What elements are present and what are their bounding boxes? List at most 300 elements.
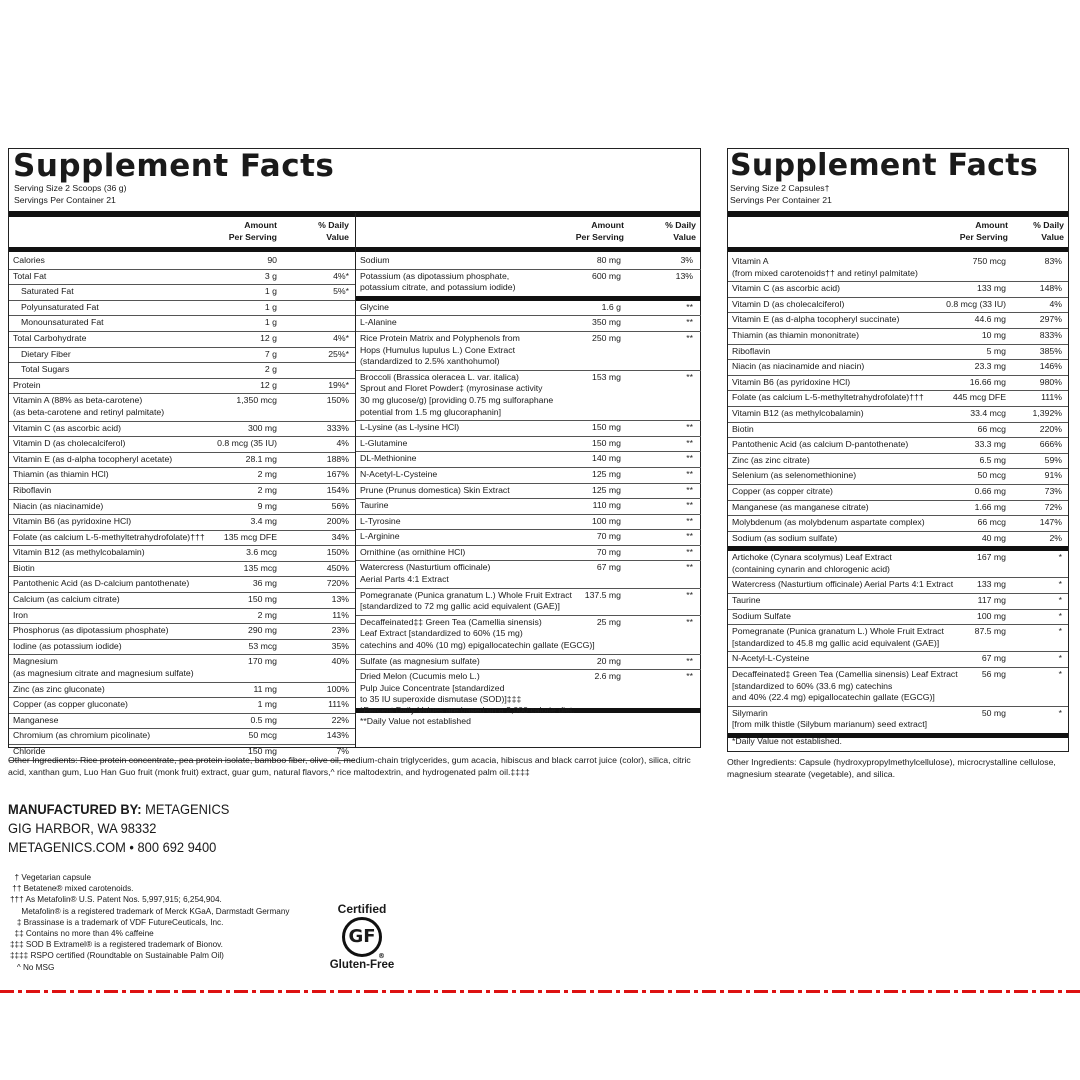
nutrient-amount: 135 mcg xyxy=(243,562,277,573)
nutrient-amount: 1 g xyxy=(264,301,277,312)
nutrient-daily-value: 22% xyxy=(331,714,349,725)
nutrient-row xyxy=(356,316,701,332)
nutrient-amount: 135 mcg DFE xyxy=(223,531,277,542)
nutrient-name: L-Glutamine xyxy=(360,437,408,448)
nutrient-row xyxy=(728,469,1068,485)
nutrient-name: Broccoli (Brassica oleracea L. var. italica) Sprout and Floret Powder‡ (myrosinase activity 30 mg glucose/g) [providing 0.75 mg sulforaphane potential from 1.5 mg glucoraphanin] xyxy=(360,371,554,417)
nutrient-name: Potassium (as dipotassium phosphate, potassium citrate, and potassium iodide) xyxy=(360,270,516,293)
nutrient-row xyxy=(728,578,1068,594)
nutrient-amount: 1 g xyxy=(264,286,277,297)
nutrient-name: Silymarin [from milk thistle (Silybum marianum) seed extract] xyxy=(732,707,928,730)
nutrient-daily-value: 833% xyxy=(1039,329,1062,340)
manufacturer-label: MANUFACTURED BY: xyxy=(8,801,142,817)
nutrient-row xyxy=(728,298,1068,314)
nutrient-name: Vitamin E (as d-alpha tocopheryl succinate) xyxy=(732,314,900,325)
nutrient-name: Thiamin (as thiamin mononitrate) xyxy=(732,329,859,340)
nutrient-amount: 50 mcg xyxy=(248,730,277,741)
footnote-line: ^ No MSG xyxy=(10,962,55,972)
nutrient-daily-value: 143% xyxy=(326,730,349,741)
nutrient-row xyxy=(9,301,355,317)
dashed-cut-line xyxy=(0,990,1080,993)
header-daily-value: % Daily Value xyxy=(318,220,349,242)
nutrient-daily-value: 167% xyxy=(326,469,349,480)
nutrient-row xyxy=(356,530,701,546)
nutrient-column-left xyxy=(9,217,355,756)
nutrient-amount: 140 mg xyxy=(592,453,621,464)
nutrient-row xyxy=(9,640,355,656)
nutrient-amount: 137.5 mg xyxy=(584,589,621,600)
nutrient-name: Total Fat xyxy=(13,270,47,281)
nutrient-amount: 133 mg xyxy=(977,579,1006,590)
nutrient-row xyxy=(356,468,701,484)
nutrient-row xyxy=(9,394,355,421)
nutrient-name: Calcium (as calcium citrate) xyxy=(13,594,120,605)
nutrient-row xyxy=(9,348,355,364)
nutrient-row xyxy=(728,345,1068,361)
nutrient-amount: 125 mg xyxy=(592,484,621,495)
nutrient-amount: 9 mg xyxy=(257,500,277,511)
nutrient-row xyxy=(356,421,701,437)
nutrient-daily-value: 220% xyxy=(1039,423,1062,434)
nutrient-name: Folate (as calcium L-5-methyltetrahydrofolate)††† xyxy=(732,392,924,403)
nutrient-daily-value: 111% xyxy=(328,699,349,710)
nutrient-name: Iron xyxy=(13,609,28,620)
nutrient-row xyxy=(728,438,1068,454)
nutrient-row xyxy=(728,423,1068,439)
nutrient-name: L-Lysine (as L-lysine HCl) xyxy=(360,422,460,433)
nutrient-row xyxy=(9,624,355,640)
nutrient-amount: 1.6 g xyxy=(601,301,621,312)
nutrient-row xyxy=(728,625,1068,652)
other-ingredients-capsules: Other Ingredients: Capsule (hydroxypropylmethylcellulose), microcrystalline cellulose, magnesium stearate (vegetable), and silica. xyxy=(727,757,1056,779)
nutrient-daily-value: ** xyxy=(686,500,693,511)
other-ingredients-powder: Other Ingredients: Rice protein concentrate, pea protein isolate, bamboo fiber, olive oil, medium-chain triglycerides, gum acacia, hibiscus and black carrot juice (color), silica, citric acid, xanthan gum, Luo Han Guo fruit (monk fruit) extract, guar gum, natural flavors,^ rice maltodextrin, and hydrogenated palm oil.‡‡‡‡ xyxy=(8,755,691,777)
nutrient-name: Iodine (as potassium iodide) xyxy=(13,640,122,651)
nutrient-name: Chloride xyxy=(13,746,46,756)
nutrient-daily-value: 150% xyxy=(326,547,349,558)
nutrient-daily-value: ** xyxy=(686,453,693,464)
nutrient-row xyxy=(9,379,355,395)
badge-certified: Certified xyxy=(337,902,387,916)
nutrient-name: Calories xyxy=(13,255,45,265)
nutrient-name: Vitamin D (as cholecalciferol) xyxy=(732,298,845,309)
footnote-line: †† Betatene® mixed carotenoids. xyxy=(10,884,134,894)
nutrient-name: Sodium (as sodium sulfate) xyxy=(732,532,838,543)
nutrient-name: N-Acetyl-L-Cysteine xyxy=(732,653,810,664)
nutrient-row xyxy=(728,532,1068,552)
nutrient-name: N-Acetyl-L-Cysteine xyxy=(360,468,438,479)
nutrient-name: Zinc (as zinc gluconate) xyxy=(13,683,105,694)
nutrient-row xyxy=(356,254,701,270)
nutrient-amount: 1 mg xyxy=(257,699,277,710)
nutrient-name: Pomegranate (Punica granatum L.) Whole Fruit Extract [standardized to 72 mg gallic acid equivalent (GAE)] xyxy=(360,589,572,612)
nutrient-row xyxy=(356,484,701,500)
nutrient-daily-value: 980% xyxy=(1039,376,1062,387)
nutrient-name: Pantothenic Acid (as calcium D-pantothenate) xyxy=(732,439,909,450)
nutrient-daily-value: * xyxy=(1058,610,1062,621)
nutrient-amount: 3.6 mcg xyxy=(246,547,277,558)
nutrient-row xyxy=(9,698,355,714)
nutrient-daily-value: 13% xyxy=(331,594,349,605)
nutrient-row xyxy=(728,313,1068,329)
nutrient-name: Pantothenic Acid (as D-calcium pantothenate) xyxy=(13,578,190,589)
nutrient-daily-value: 188% xyxy=(326,453,349,464)
nutrient-amount: 5 mg xyxy=(986,345,1006,356)
nutrient-row xyxy=(356,515,701,531)
nutrient-daily-value: 4% xyxy=(1049,298,1062,309)
nutrient-row xyxy=(728,282,1068,298)
nutrient-amount: 1 g xyxy=(264,317,277,328)
nutrient-name: Taurine xyxy=(360,500,389,511)
dv-note-not-established: **Daily Value not established xyxy=(360,716,471,726)
nutrient-amount: 110 mg xyxy=(592,500,621,511)
nutrient-amount: 12 g xyxy=(260,332,277,343)
nutrient-amount: 50 mg xyxy=(981,707,1006,718)
nutrient-amount: 100 mg xyxy=(977,610,1006,621)
nutrient-name: Prune (Prunus domestica) Skin Extract xyxy=(360,484,510,495)
nutrient-row xyxy=(728,610,1068,626)
nutrient-daily-value: * xyxy=(1058,626,1062,637)
nutrient-name: Sulfate (as magnesium sulfate) xyxy=(360,655,480,666)
serving-size: Serving Size 2 Capsules† xyxy=(730,183,830,193)
nutrient-daily-value: 666% xyxy=(1039,439,1062,450)
nutrient-amount: 3.4 mg xyxy=(250,516,277,527)
nutrient-name: Vitamin B12 (as methylcobalamin) xyxy=(13,547,145,558)
nutrient-row xyxy=(728,516,1068,532)
footnote-line: Metafolin® is a registered trademark of Merck KGaA, Darmstadt Germany xyxy=(10,906,290,916)
nutrient-daily-value: 34% xyxy=(331,531,349,542)
nutrient-row xyxy=(9,683,355,699)
nutrient-daily-value: 91% xyxy=(1044,470,1062,481)
nutrient-name: Selenium (as selenomethionine) xyxy=(732,470,857,481)
nutrient-row xyxy=(728,329,1068,345)
nutrient-name: Copper (as copper gluconate) xyxy=(13,699,128,710)
nutrient-row xyxy=(728,652,1068,668)
footnote-line: ‡ Brassinase is a trademark of VDF FutureCeuticals, Inc. xyxy=(10,917,224,927)
nutrient-name: Thiamin (as thiamin HCl) xyxy=(13,469,109,480)
nutrient-amount: 100 mg xyxy=(592,515,621,526)
nutrient-row xyxy=(9,484,355,500)
nutrient-name: Vitamin E (as d-alpha tocopheryl acetate) xyxy=(13,453,173,464)
nutrient-row xyxy=(728,360,1068,376)
nutrient-daily-value: ** xyxy=(686,437,693,448)
nutrient-name: Glycine xyxy=(360,301,389,312)
nutrient-list xyxy=(728,255,1068,738)
nutrient-daily-value: ** xyxy=(686,301,693,312)
nutrient-amount: 87.5 mg xyxy=(974,626,1006,637)
nutrient-daily-value: 4% xyxy=(336,438,349,449)
nutrient-name: Zinc (as zinc citrate) xyxy=(732,454,810,465)
nutrient-amount: 16.66 mg xyxy=(969,376,1006,387)
nutrient-daily-value: 1,392% xyxy=(1032,407,1062,418)
nutrient-row xyxy=(728,255,1068,282)
gluten-free-badge xyxy=(323,902,401,982)
nutrient-daily-value: ** xyxy=(686,546,693,557)
nutrient-row xyxy=(9,515,355,531)
nutrient-name: Dried Melon (Cucumis melo L.) Pulp Juice Concentrate [standardized to 35 IU superoxide dismutase (SOD)]‡‡‡ xyxy=(360,671,522,705)
nutrient-column-right xyxy=(356,217,701,747)
nutrient-name: Niacin (as niacinamide and niacin) xyxy=(732,361,865,372)
nutrient-row xyxy=(9,254,355,270)
nutrient-daily-value: 100% xyxy=(326,683,349,694)
manufacturer-name: METAGENICS xyxy=(145,801,230,817)
manufacturer-block xyxy=(8,800,229,857)
nutrient-amount: 67 mg xyxy=(981,653,1006,664)
nutrient-amount: 300 mg xyxy=(248,422,277,433)
nutrient-row xyxy=(9,453,355,469)
nutrient-amount: 10 mg xyxy=(981,329,1006,340)
header-daily-value: % Daily Value xyxy=(665,220,696,242)
nutrient-amount: 66 mcg xyxy=(977,517,1006,528)
nutrient-row xyxy=(356,561,701,588)
nutrient-row xyxy=(9,546,355,562)
nutrient-name: Decaffeinated‡ Green Tea (Camellia sinensis) Leaf Extract [standardized to 60% (33.6 mg) catechins and 40% (22.4 mg) epigallocatechin gallate (EGCG)] xyxy=(732,669,958,703)
nutrient-daily-value: 72% xyxy=(1044,501,1062,512)
nutrient-name: L-Tyrosine xyxy=(360,515,401,526)
nutrient-name: Molybdenum (as molybdenum aspartate complex) xyxy=(732,517,925,528)
nutrient-name: Manganese (as manganese citrate) xyxy=(732,501,869,512)
nutrient-row xyxy=(9,609,355,625)
nutrient-name: Protein xyxy=(13,379,41,390)
nutrient-name: Polyunsaturated Fat xyxy=(21,301,99,312)
nutrient-daily-value: * xyxy=(1058,653,1062,664)
nutrient-row xyxy=(356,546,701,562)
nutrient-daily-value: * xyxy=(1058,552,1062,563)
nutrient-amount: 2 mg xyxy=(257,469,277,480)
nutrient-amount: 0.8 mcg (35 IU) xyxy=(217,438,277,449)
nutrient-amount: 0.5 mg xyxy=(250,714,277,725)
servings-per-container: Servings Per Container 21 xyxy=(14,194,116,205)
nutrient-amount: 25 mg xyxy=(596,616,621,627)
nutrient-daily-value: 35% xyxy=(331,640,349,651)
nutrient-daily-value: * xyxy=(1058,669,1062,680)
nutrient-row xyxy=(356,655,701,671)
supplement-facts-panel-capsules xyxy=(727,148,1069,752)
nutrient-daily-value: 23% xyxy=(331,625,349,636)
nutrient-daily-value: 450% xyxy=(326,562,349,573)
nutrient-name: Vitamin B12 (as methylcobalamin) xyxy=(732,407,864,418)
nutrient-row xyxy=(9,655,355,682)
nutrient-amount: 2.6 mg xyxy=(594,671,621,682)
nutrient-amount: 750 mcg xyxy=(972,256,1006,266)
nutrient-name: Vitamin A (88% as beta-carotene) (as beta-carotene and retinyl palmitate) xyxy=(13,395,165,417)
nutrient-daily-value: 40% xyxy=(331,656,349,667)
footnote-line: ‡‡‡ SOD B Extramel® is a registered trademark of Bionov. xyxy=(10,940,223,950)
nutrient-row xyxy=(9,593,355,609)
nutrient-amount: 20 mg xyxy=(596,655,621,666)
nutrient-daily-value: 7% xyxy=(336,746,349,756)
nutrient-amount: 7 g xyxy=(264,348,277,359)
badge-gluten-free: Gluten-Free xyxy=(329,959,395,971)
nutrient-row xyxy=(9,316,355,332)
nutrient-name: Vitamin C (as ascorbic acid) xyxy=(732,283,840,294)
header-amount: Amount Per Serving xyxy=(575,220,624,242)
dv-note: *Daily Value not established. xyxy=(732,736,842,746)
nutrient-row xyxy=(356,270,701,301)
nutrient-daily-value: 56% xyxy=(331,500,349,511)
nutrient-name: Pomegranate (Punica granatum L.) Whole Fruit Extract [standardized to 45.8 mg gallic acid equivalent (GAE)] xyxy=(732,626,944,648)
nutrient-daily-value: ** xyxy=(686,468,693,479)
nutrient-amount: 67 mg xyxy=(596,562,621,573)
nutrient-name: Folate (as calcium L-5-methyltetrahydrofolate)††† xyxy=(13,531,205,542)
nutrient-row xyxy=(9,729,355,745)
nutrient-name: Rice Protein Matrix and Polyphenols from Hops (Humulus lupulus L.) Cone Extract (standardized to 2.5% xanthohumol) xyxy=(360,332,520,367)
nutrient-amount: 70 mg xyxy=(596,546,621,557)
nutrient-daily-value: 59% xyxy=(1044,454,1062,465)
nutrient-name: Biotin xyxy=(732,423,754,434)
nutrient-row xyxy=(728,668,1068,707)
nutrient-row xyxy=(728,454,1068,470)
nutrient-daily-value: 111% xyxy=(1041,392,1062,403)
serving-size: Serving Size 2 Scoops (36 g) xyxy=(14,183,127,193)
nutrient-daily-value: 13% xyxy=(675,270,693,281)
nutrient-name: Sodium Sulfate xyxy=(732,610,791,621)
nutrient-name: Ornithine (as ornithine HCl) xyxy=(360,546,466,557)
nutrient-name: Manganese xyxy=(13,714,59,725)
nutrient-name: Biotin xyxy=(13,562,35,573)
dv-note-calorie: *Percent Daily Values are based on a 2,000 calorie diet. xyxy=(360,705,575,715)
top-rule xyxy=(728,211,1068,217)
nutrient-daily-value: ** xyxy=(686,422,693,433)
nutrient-name: Riboflavin xyxy=(13,484,52,495)
nutrient-name: Saturated Fat xyxy=(21,286,74,297)
nutrient-daily-value: ** xyxy=(686,317,693,328)
nutrient-amount: 66 mcg xyxy=(977,423,1006,434)
nutrient-row xyxy=(356,589,701,616)
nutrient-daily-value: 333% xyxy=(326,422,349,433)
nutrient-name: Vitamin B6 (as pyridoxine HCl) xyxy=(13,516,132,527)
nutrient-daily-value: 147% xyxy=(1039,517,1062,528)
nutrient-amount: 2 mg xyxy=(257,609,277,620)
nutrient-amount: 3 g xyxy=(264,270,277,281)
column-header xyxy=(728,219,1068,247)
nutrient-name: Vitamin C (as ascorbic acid) xyxy=(13,422,121,433)
nutrient-row xyxy=(356,616,701,655)
nutrient-amount: 133 mg xyxy=(977,283,1006,294)
nutrient-amount: 250 mg xyxy=(592,332,621,343)
nutrient-amount: 150 mg xyxy=(248,594,277,605)
manufacturer-city: GIG HARBOR, WA 98332 xyxy=(8,820,157,836)
nutrient-name: Chromium (as chromium picolinate) xyxy=(13,730,151,741)
nutrient-amount: 6.5 mg xyxy=(979,454,1006,465)
nutrient-list xyxy=(356,254,701,713)
nutrient-amount: 1,350 mcg xyxy=(236,395,277,406)
nutrient-daily-value: ** xyxy=(686,589,693,600)
nutrient-name: Magnesium (as magnesium citrate and magnesium sulfate) xyxy=(13,656,194,679)
nutrient-amount: 125 mg xyxy=(592,468,621,479)
nutrient-amount: 50 mcg xyxy=(977,470,1006,481)
nutrient-daily-value: ** xyxy=(686,531,693,542)
nutrient-amount: 12 g xyxy=(260,379,277,390)
nutrient-row xyxy=(356,371,701,421)
nutrient-amount: 2 mg xyxy=(257,484,277,495)
nutrient-amount: 11 mg xyxy=(253,683,277,694)
header-amount: Amount Per Serving xyxy=(228,220,277,242)
nutrient-row xyxy=(728,551,1068,578)
nutrient-name: Watercress (Nasturtium officinale) Aerial Parts 4:1 Extract xyxy=(360,562,491,585)
nutrient-daily-value: 3% xyxy=(680,255,693,265)
nutrient-row xyxy=(9,468,355,484)
header-daily-value: % Daily Value xyxy=(1033,220,1064,242)
footnote-line: † Vegetarian capsule xyxy=(10,873,92,882)
nutrient-amount: 117 mg xyxy=(977,595,1006,606)
nutrient-row xyxy=(728,485,1068,501)
badge-mark: GF xyxy=(348,926,376,947)
nutrient-name: Taurine xyxy=(732,595,761,606)
nutrient-name: Dietary Fiber xyxy=(21,348,71,359)
footnote-line: ‡‡ Contains no more than 4% caffeine xyxy=(10,929,154,939)
nutrient-row xyxy=(728,391,1068,407)
nutrient-row xyxy=(728,501,1068,517)
nutrient-daily-value: * xyxy=(1058,595,1062,606)
nutrient-daily-value: 11% xyxy=(332,609,349,620)
nutrient-daily-value: 4%* xyxy=(333,270,349,281)
nutrient-row xyxy=(9,363,355,379)
nutrient-daily-value: 73% xyxy=(1044,485,1062,496)
nutrient-row xyxy=(9,577,355,593)
nutrient-amount: 40 mg xyxy=(981,532,1006,543)
panel-title: Supplement Facts xyxy=(730,148,1039,183)
header-rule xyxy=(9,247,355,252)
header-rule xyxy=(728,247,1068,252)
nutrient-name: Total Sugars xyxy=(21,364,70,375)
nutrient-name: Vitamin B6 (as pyridoxine HCl) xyxy=(732,376,851,387)
gf-icon: GF ® xyxy=(342,917,382,957)
nutrient-name: Vitamin A (from mixed carotenoids†† and retinyl palmitate) xyxy=(732,256,918,278)
nutrient-row xyxy=(9,332,355,348)
nutrient-daily-value: * xyxy=(1058,579,1062,590)
nutrient-daily-value: ** xyxy=(686,332,693,343)
nutrient-row xyxy=(9,285,355,301)
nutrient-daily-value: 19%* xyxy=(328,379,349,390)
nutrient-amount: 33.3 mg xyxy=(974,439,1006,450)
nutrient-daily-value: 200% xyxy=(326,516,349,527)
nutrient-amount: 1.66 mg xyxy=(974,501,1006,512)
nutrient-daily-value: ** xyxy=(686,655,693,666)
nutrient-amount: 0.66 mg xyxy=(974,485,1006,496)
nutrient-name: Niacin (as niacinamide) xyxy=(13,500,104,511)
column-header xyxy=(356,219,701,247)
nutrient-daily-value: 4%* xyxy=(333,332,349,343)
nutrient-amount: 150 mg xyxy=(248,746,277,756)
manufacturer-web: METAGENICS.COM • 800 692 9400 xyxy=(8,839,217,855)
nutrient-name: Total Carbohydrate xyxy=(13,332,87,343)
nutrient-row xyxy=(728,376,1068,392)
nutrient-row xyxy=(9,270,355,286)
nutrient-amount: 90 xyxy=(267,255,277,265)
header-amount: Amount Per Serving xyxy=(959,220,1008,242)
nutrient-name: Copper (as copper citrate) xyxy=(732,485,833,496)
nutrient-row xyxy=(728,407,1068,423)
nutrient-row xyxy=(356,499,701,515)
nutrient-amount: 350 mg xyxy=(592,317,621,328)
nutrient-daily-value: * xyxy=(1058,707,1062,718)
nutrient-amount: 445 mcg DFE xyxy=(952,392,1006,403)
nutrient-row xyxy=(9,531,355,547)
nutrient-name: Riboflavin xyxy=(732,345,771,356)
column-header xyxy=(9,219,355,247)
nutrient-amount: 0.8 mcg (33 IU) xyxy=(946,298,1006,309)
nutrient-amount: 56 mg xyxy=(981,669,1006,680)
nutrient-list xyxy=(9,254,355,761)
nutrient-daily-value: ** xyxy=(686,371,693,382)
nutrient-amount: 153 mg xyxy=(592,371,621,382)
nutrient-name: Decaffeinated‡‡ Green Tea (Camellia sinensis) Leaf Extract [standardized to 60% (15 mg) catechins and 40% (10 mg) epigallocatechin gallate (EGCG)] xyxy=(360,616,595,651)
nutrient-amount: 600 mg xyxy=(592,270,621,281)
nutrient-daily-value: 148% xyxy=(1039,283,1062,294)
nutrient-amount: 70 mg xyxy=(596,531,621,542)
nutrient-name: Vitamin D (as cholecalciferol) xyxy=(13,438,126,449)
